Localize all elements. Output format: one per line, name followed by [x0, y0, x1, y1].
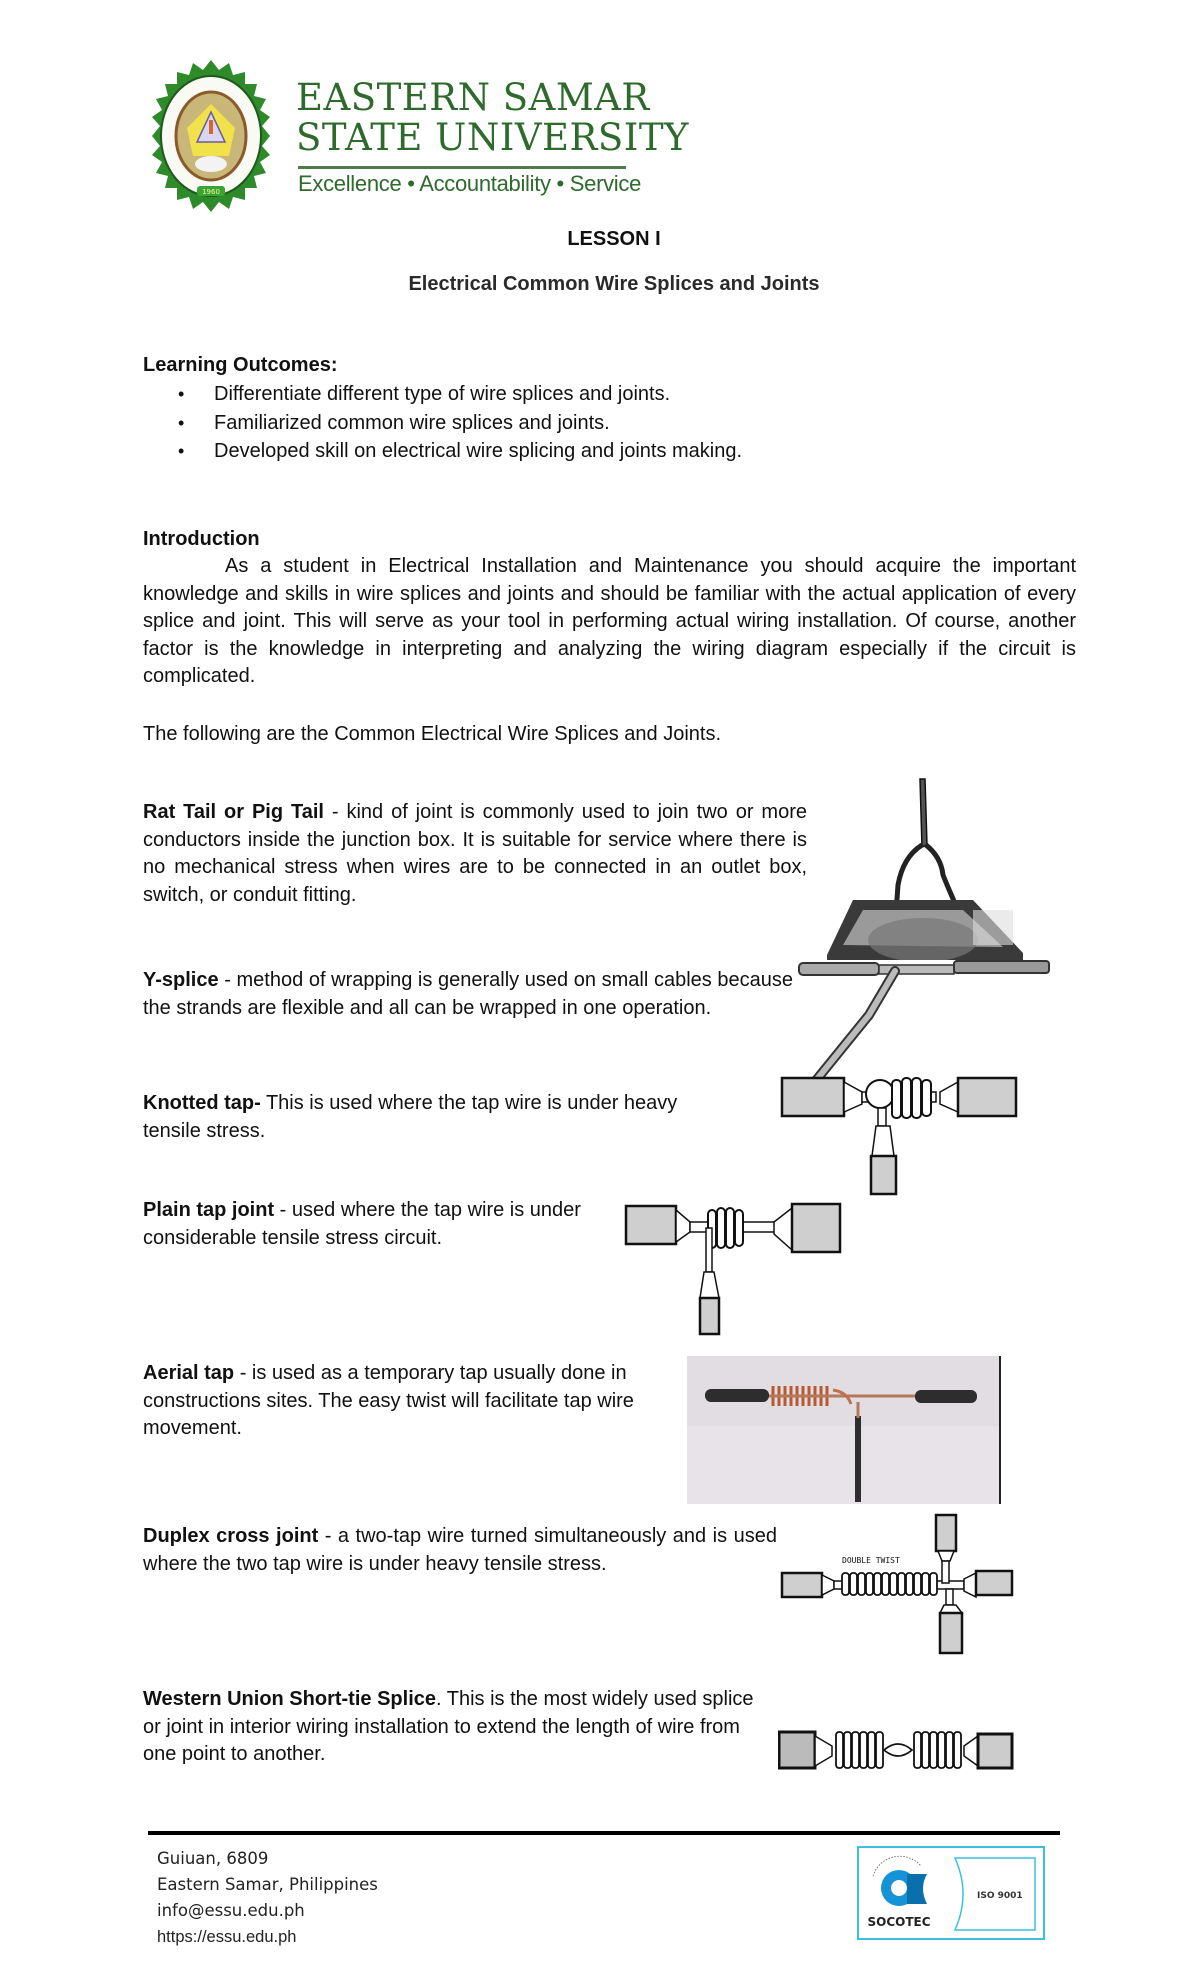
- lesson-title: Electrical Common Wire Splices and Joints: [408, 273, 820, 295]
- university-name-line2: STATE UNIVERSITY: [296, 116, 689, 159]
- splice-description: - is used as a temporary tap usually done in constructions sites. The easy twist will facilitate tap wire movement.: [143, 1362, 634, 1439]
- footer-email: info@essu.edu.ph: [157, 1901, 305, 1920]
- header-divider: [298, 166, 626, 169]
- splice-description: - kind of joint is commonly used to join two or more conductors inside the junction box. It is suitable for service where there is no mechanical stress when wires are to be connected in an outlet box, switch, or conduit fitting.: [143, 801, 807, 906]
- footer-city: Guiuan, 6809: [157, 1849, 269, 1868]
- introduction-paragraph: [143, 553, 1076, 691]
- university-name-line1: EASTERN SAMAR: [296, 76, 650, 119]
- rat-tail-joint-illustration: [823, 775, 1033, 960]
- western-union-splice-illustration: [778, 1726, 1014, 1774]
- splice-description: . This is the most widely used splice or joint in interior wiring installation to extend the length of wire from one point to another.: [143, 1688, 754, 1765]
- socotec-logo-icon: [867, 1856, 930, 1929]
- footer-address: [157, 1846, 378, 1950]
- svg-text:1960: 1960: [202, 188, 220, 196]
- splice-description: This is used where the tap wire is under heavy tensile stress.: [143, 1092, 678, 1142]
- splice-entry-y-splice: [143, 967, 793, 1022]
- introduction-text: As a student in Electrical Installation and Maintenance you should acquire the important knowledge and skills in wire splices and joints and should be familiar with the actual application of every splice and joint. This will serve as your tool in performing actual wiring installation. Of course, another factor is the knowledge in interpreting and analyzing the wiring diagram especially if the circuit is complicated.: [143, 555, 1076, 687]
- splices-lead-in: The following are the Common Electrical Wire Splices and Joints.: [143, 723, 722, 745]
- splice-description: - method of wrapping is generally used on small cables because the strands are flexible and all can be wrapped in one operation.: [143, 969, 793, 1019]
- iso-certification-badge: [857, 1846, 1045, 1940]
- splice-term: Knotted tap-: [143, 1092, 261, 1114]
- splice-description: - used where the tap wire is under considerable tensile stress circuit.: [143, 1199, 581, 1249]
- outcome-item: • Differentiate different type of wire splices and joints.: [178, 380, 742, 409]
- splice-term: Western Union Short-tie Splice: [143, 1688, 436, 1710]
- splice-entry-western-union: [143, 1686, 758, 1769]
- learning-outcomes-heading: Learning Outcomes:: [143, 354, 338, 376]
- splice-term: Aerial tap: [143, 1362, 235, 1384]
- footer-website: https://essu.edu.ph: [157, 1928, 297, 1946]
- splice-term: Y-splice: [143, 969, 219, 991]
- splice-entry-aerial-tap: [143, 1360, 653, 1443]
- splice-description: - a two-tap wire turned simultaneously and is used where the two tap wire is under heavy tensile stress.: [143, 1525, 777, 1575]
- splice-entry-knotted-tap: [143, 1090, 713, 1145]
- splice-entry-duplex-cross: [143, 1523, 777, 1578]
- splice-entry-plain-tap: [143, 1197, 613, 1252]
- university-tagline: Excellence • Accountability • Service: [298, 171, 642, 196]
- splice-entry-rat-tail: [143, 799, 807, 909]
- learning-outcomes-list: [178, 380, 742, 466]
- footer-province: Eastern Samar, Philippines: [157, 1875, 378, 1894]
- double-twist-label: DOUBLE TWIST: [842, 1556, 900, 1565]
- knotted-tap-illustration: [780, 1068, 1020, 1198]
- introduction-heading: Introduction: [143, 528, 260, 550]
- splice-term: Duplex cross joint: [143, 1525, 319, 1547]
- splice-term: Plain tap joint: [143, 1199, 275, 1221]
- university-seal-logo: [146, 58, 276, 216]
- university-name: [296, 78, 689, 158]
- plain-tap-joint-illustration: [624, 1198, 844, 1338]
- footer-divider: [148, 1831, 1060, 1835]
- outcome-item: • Developed skill on electrical wire splicing and joints making.: [178, 437, 742, 466]
- splice-term: Rat Tail or Pig Tail: [143, 801, 324, 823]
- iso-standard-label: ISO 9001: [977, 1891, 1023, 1901]
- duplex-cross-joint-illustration: [780, 1513, 1020, 1658]
- socotec-label: SOCOTEC: [867, 1915, 931, 1929]
- lesson-number: LESSON I: [567, 228, 661, 250]
- outcome-item: • Familiarized common wire splices and joints.: [178, 409, 742, 438]
- aerial-tap-photo: [687, 1356, 1002, 1504]
